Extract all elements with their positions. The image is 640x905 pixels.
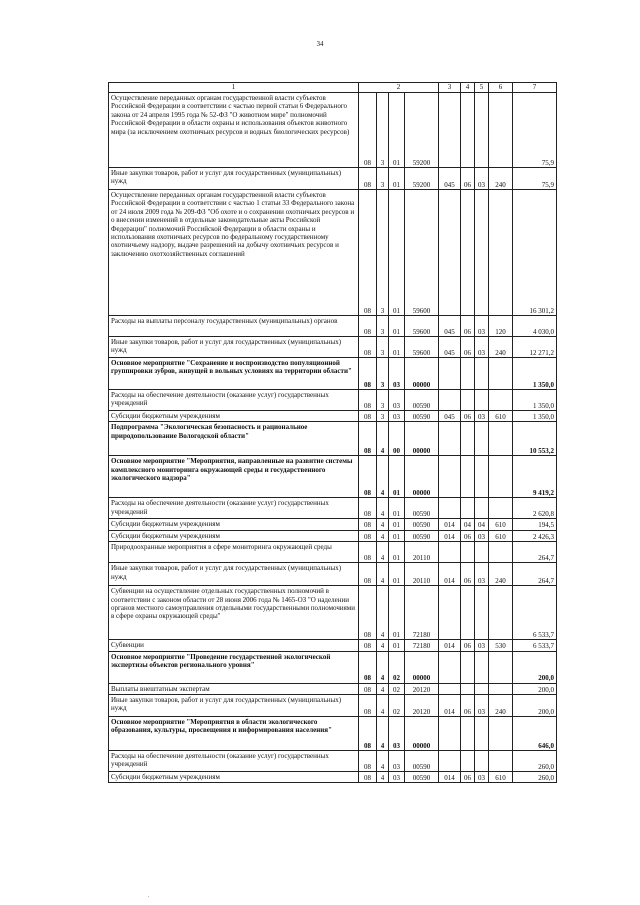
code-direction: 00000	[405, 651, 439, 683]
code-subsection: 03	[475, 530, 489, 541]
budget-table	[108, 82, 557, 783]
row-sum: 646,0	[513, 716, 557, 750]
table-row	[109, 530, 557, 541]
code-direction: 20110	[405, 563, 439, 586]
code-section	[461, 586, 475, 640]
page-number: 34	[316, 40, 324, 48]
table-row	[109, 316, 557, 337]
table-row	[109, 390, 557, 411]
code-grbs: 014	[439, 640, 461, 651]
code-event: 01	[389, 456, 405, 498]
code-section: 04	[461, 519, 475, 530]
code-direction: 59200	[405, 168, 439, 190]
code-subprogram: 3	[377, 190, 389, 316]
row-sum: 200,0	[513, 683, 557, 694]
row-sum: 1 350,0	[513, 411, 557, 422]
code-program: 08	[359, 586, 377, 640]
table-row	[109, 422, 557, 456]
table-row	[109, 190, 557, 316]
code-direction: 00000	[405, 422, 439, 456]
code-section	[461, 93, 475, 168]
table-row	[109, 586, 557, 640]
code-grbs: 014	[439, 530, 461, 541]
header-cell: 3	[439, 83, 461, 93]
code-grbs: 014	[439, 771, 461, 782]
code-expense-type: 240	[489, 168, 513, 190]
table-row	[109, 337, 557, 358]
table-row	[109, 771, 557, 782]
code-section: 06	[461, 168, 475, 190]
code-program: 08	[359, 422, 377, 456]
code-program: 08	[359, 498, 377, 519]
code-subprogram: 4	[377, 422, 389, 456]
code-subprogram: 4	[377, 716, 389, 750]
table-row	[109, 651, 557, 683]
table-row	[109, 498, 557, 519]
row-sum: 1 350,0	[513, 358, 557, 390]
code-grbs	[439, 498, 461, 519]
row-name: Иные закупки товаров, работ и услуг для государственных (муниципальных) нужд	[109, 694, 359, 716]
code-subsection	[475, 358, 489, 390]
code-subsection	[475, 651, 489, 683]
code-event: 01	[389, 316, 405, 337]
table-row	[109, 563, 557, 586]
code-section	[461, 651, 475, 683]
code-expense-type: 610	[489, 519, 513, 530]
code-section: 06	[461, 694, 475, 716]
row-sum: 1 350,0	[513, 390, 557, 411]
code-direction: 00590	[405, 390, 439, 411]
code-subprogram: 4	[377, 542, 389, 563]
table-row	[109, 358, 557, 390]
header-cell: 2	[359, 83, 439, 93]
code-subsection: 03	[475, 563, 489, 586]
code-subsection	[475, 93, 489, 168]
code-expense-type	[489, 750, 513, 771]
table-row	[109, 93, 557, 168]
code-subsection	[475, 498, 489, 519]
code-expense-type	[489, 651, 513, 683]
row-sum: 264,7	[513, 542, 557, 563]
code-program: 08	[359, 190, 377, 316]
row-name: Основное мероприятие "Сохранение и воспроизводство популяционной группировки зубров, живущей в вольных условиях на территории области"	[109, 358, 359, 390]
code-subprogram: 3	[377, 316, 389, 337]
code-expense-type: 240	[489, 694, 513, 716]
code-expense-type	[489, 683, 513, 694]
table-row	[109, 716, 557, 750]
code-event: 03	[389, 771, 405, 782]
code-section: 06	[461, 771, 475, 782]
table-row	[109, 411, 557, 422]
code-event: 03	[389, 358, 405, 390]
code-section	[461, 750, 475, 771]
code-event: 03	[389, 716, 405, 750]
code-program: 08	[359, 694, 377, 716]
row-name: Выплаты внештатным экспертам	[109, 683, 359, 694]
code-event: 02	[389, 651, 405, 683]
code-grbs	[439, 390, 461, 411]
code-program: 08	[359, 542, 377, 563]
table-row	[109, 683, 557, 694]
code-subsection	[475, 190, 489, 316]
code-grbs	[439, 750, 461, 771]
code-section	[461, 390, 475, 411]
row-name: Основное мероприятие "Мероприятия, направленные на развитие системы комплексного мониторинга окружающей среды и государственного экологического надзора"	[109, 456, 359, 498]
code-expense-type: 610	[489, 411, 513, 422]
row-name: Осуществление переданных органам государственной власти субъектов Российской Федерации в соответствии с частью первой статьи 6 Федерального закона от 24 апреля 1995 года № 52-ФЗ "О животном мире" полномочий Российской Федерации в области охраны и использования объектов животного мира (за исключением охотничьих ресурсов и водных биологических ресурсов)	[109, 93, 359, 168]
table-row	[109, 750, 557, 771]
code-section	[461, 422, 475, 456]
table-row	[109, 640, 557, 651]
row-name: Субвенции	[109, 640, 359, 651]
code-section: 06	[461, 563, 475, 586]
code-program: 08	[359, 337, 377, 358]
table-row	[109, 519, 557, 530]
code-event: 01	[389, 563, 405, 586]
code-grbs: 045	[439, 168, 461, 190]
code-expense-type	[489, 93, 513, 168]
code-grbs	[439, 586, 461, 640]
code-grbs	[439, 716, 461, 750]
code-section	[461, 498, 475, 519]
code-program: 08	[359, 530, 377, 541]
code-expense-type	[489, 190, 513, 316]
row-sum: 6 533,7	[513, 640, 557, 651]
code-direction: 00590	[405, 750, 439, 771]
code-grbs	[439, 683, 461, 694]
code-subprogram: 3	[377, 93, 389, 168]
code-direction: 00590	[405, 519, 439, 530]
row-name: Субвенции на осуществление отдельных государственных полномочий в соответствии с законом области от 28 июня 2006 года № 1465-ОЗ "О наделении органов местного самоуправления отдельными государственными полномочиями в сфере охраны окружающей среды"	[109, 586, 359, 640]
code-expense-type: 240	[489, 337, 513, 358]
code-section	[461, 716, 475, 750]
code-section: 06	[461, 337, 475, 358]
code-grbs: 045	[439, 316, 461, 337]
code-subprogram: 4	[377, 694, 389, 716]
code-subsection: 03	[475, 640, 489, 651]
code-program: 08	[359, 683, 377, 694]
code-expense-type	[489, 716, 513, 750]
code-expense-type	[489, 422, 513, 456]
row-sum: 4 030,0	[513, 316, 557, 337]
header-cell: 1	[109, 83, 359, 93]
code-event: 01	[389, 498, 405, 519]
code-subprogram: 4	[377, 530, 389, 541]
row-name: Основное мероприятие "Мероприятия в области экологического образования, культуры, просвещения и информирования населения"	[109, 716, 359, 750]
row-sum: 75,9	[513, 168, 557, 190]
code-subprogram: 3	[377, 390, 389, 411]
code-section: 06	[461, 530, 475, 541]
code-expense-type: 530	[489, 640, 513, 651]
code-program: 08	[359, 519, 377, 530]
row-name: Субсидии бюджетным учреждениям	[109, 411, 359, 422]
code-grbs	[439, 93, 461, 168]
code-subprogram: 4	[377, 640, 389, 651]
code-program: 08	[359, 456, 377, 498]
row-name: Субсидии бюджетным учреждениям	[109, 519, 359, 530]
row-sum: 16 301,2	[513, 190, 557, 316]
table-header-row	[109, 83, 557, 93]
code-direction: 00000	[405, 456, 439, 498]
code-expense-type	[489, 542, 513, 563]
code-expense-type	[489, 390, 513, 411]
code-grbs	[439, 542, 461, 563]
code-grbs: 014	[439, 694, 461, 716]
code-event: 01	[389, 190, 405, 316]
row-sum: 2 426,3	[513, 530, 557, 541]
code-expense-type	[489, 498, 513, 519]
code-section	[461, 683, 475, 694]
row-sum: 260,0	[513, 771, 557, 782]
code-subsection: 03	[475, 411, 489, 422]
code-program: 08	[359, 93, 377, 168]
code-event: 03	[389, 411, 405, 422]
row-sum: 264,7	[513, 563, 557, 586]
table-row	[109, 456, 557, 498]
code-subprogram: 4	[377, 750, 389, 771]
code-direction: 59200	[405, 93, 439, 168]
code-program: 08	[359, 640, 377, 651]
code-subprogram: 3	[377, 337, 389, 358]
row-name: Иные закупки товаров, работ и услуг для государственных (муниципальных) нужд	[109, 337, 359, 358]
code-subsection: 03	[475, 694, 489, 716]
table-row	[109, 542, 557, 563]
code-event: 01	[389, 586, 405, 640]
row-name: Расходы на обеспечение деятельности (оказание услуг) государственных учреждений	[109, 750, 359, 771]
code-subsection	[475, 716, 489, 750]
row-sum: 75,9	[513, 93, 557, 168]
row-name: Иные закупки товаров, работ и услуг для государственных (муниципальных) нужд	[109, 168, 359, 190]
row-sum: 6 533,7	[513, 586, 557, 640]
code-subsection	[475, 422, 489, 456]
code-direction: 00590	[405, 498, 439, 519]
row-name: Расходы на обеспечение деятельности (оказание услуг) государственных учреждений	[109, 498, 359, 519]
code-direction: 59600	[405, 337, 439, 358]
code-expense-type: 610	[489, 771, 513, 782]
code-subsection: 03	[475, 337, 489, 358]
row-sum: 200,0	[513, 651, 557, 683]
row-name: Природоохранные мероприятия в сфере мониторинга окружающей среды	[109, 542, 359, 563]
code-expense-type: 240	[489, 563, 513, 586]
code-event: 02	[389, 694, 405, 716]
code-direction: 59600	[405, 316, 439, 337]
code-program: 08	[359, 168, 377, 190]
row-sum: 2 620,8	[513, 498, 557, 519]
row-name: Расходы на выплаты персоналу государственных (муниципальных) органов	[109, 316, 359, 337]
code-subprogram: 4	[377, 519, 389, 530]
code-grbs: 014	[439, 563, 461, 586]
row-sum: 9 419,2	[513, 456, 557, 498]
row-sum: 200,0	[513, 694, 557, 716]
code-event: 01	[389, 168, 405, 190]
code-program: 08	[359, 750, 377, 771]
code-subsection	[475, 456, 489, 498]
code-subsection	[475, 683, 489, 694]
code-expense-type	[489, 586, 513, 640]
code-subprogram: 4	[377, 456, 389, 498]
row-name: Иные закупки товаров, работ и услуг для государственных (муниципальных) нужд	[109, 563, 359, 586]
code-event: 03	[389, 390, 405, 411]
code-event: 03	[389, 750, 405, 771]
code-grbs: 014	[439, 519, 461, 530]
header-cell: 5	[475, 83, 489, 93]
code-subprogram: 3	[377, 168, 389, 190]
code-event: 01	[389, 519, 405, 530]
code-direction: 00000	[405, 716, 439, 750]
code-program: 08	[359, 316, 377, 337]
code-event: 01	[389, 337, 405, 358]
code-direction: 72180	[405, 640, 439, 651]
code-section	[461, 542, 475, 563]
row-name: Расходы на обеспечение деятельности (оказание услуг) государственных учреждений	[109, 390, 359, 411]
code-direction: 00590	[405, 771, 439, 782]
code-program: 08	[359, 771, 377, 782]
code-subsection	[475, 542, 489, 563]
code-program: 08	[359, 651, 377, 683]
code-event: 01	[389, 640, 405, 651]
code-event: 02	[389, 683, 405, 694]
code-program: 08	[359, 411, 377, 422]
code-direction: 20110	[405, 542, 439, 563]
code-subsection: 04	[475, 519, 489, 530]
row-name: Субсидии бюджетным учреждениям	[109, 530, 359, 541]
table-row	[109, 694, 557, 716]
code-section: 06	[461, 411, 475, 422]
code-grbs	[439, 422, 461, 456]
code-grbs	[439, 190, 461, 316]
code-subsection: 03	[475, 771, 489, 782]
code-direction: 59600	[405, 190, 439, 316]
row-name: Основное мероприятие "Проведение государственной экологической экспертизы объектов регионального уровня"	[109, 651, 359, 683]
code-direction: 72180	[405, 586, 439, 640]
code-section	[461, 190, 475, 316]
row-name: Подпрограмма "Экологическая безопасность и рациональное природопользование Вологодской области"	[109, 422, 359, 456]
code-subprogram: 4	[377, 498, 389, 519]
code-subprogram: 4	[377, 563, 389, 586]
code-subsection: 03	[475, 168, 489, 190]
row-sum: 194,5	[513, 519, 557, 530]
code-subprogram: 4	[377, 651, 389, 683]
code-program: 08	[359, 716, 377, 750]
code-grbs: 045	[439, 411, 461, 422]
code-direction: 20120	[405, 683, 439, 694]
code-subsection: 03	[475, 316, 489, 337]
code-section	[461, 456, 475, 498]
code-section: 06	[461, 640, 475, 651]
row-name: Субсидии бюджетным учреждениям	[109, 771, 359, 782]
code-direction: 20120	[405, 694, 439, 716]
code-event: 01	[389, 93, 405, 168]
header-cell: 4	[461, 83, 475, 93]
row-sum: 260,0	[513, 750, 557, 771]
code-subprogram: 4	[377, 586, 389, 640]
row-name: Осуществление переданных органам государственной власти субъектов Российской Федерации в соответствии с частью 1 статьи 33 Федерального закона от 24 июля 2009 года № 209-ФЗ "Об охоте и о сохранении охотничьих ресурсов и о внесении изменений в отдельные законодательные акты Российской Федерации" полномочий Российской Федерации в области охраны и использования охотничьих ресурсов по федеральному государственному охотничьему надзору, выдаче разрешений на добычу охотничьих ресурсов и заключению охотхозяйственных соглашений	[109, 190, 359, 316]
code-event: 01	[389, 542, 405, 563]
code-expense-type	[489, 456, 513, 498]
code-subprogram: 4	[377, 771, 389, 782]
table-row	[109, 168, 557, 190]
code-section	[461, 358, 475, 390]
code-subsection	[475, 750, 489, 771]
code-expense-type: 120	[489, 316, 513, 337]
code-event: 01	[389, 530, 405, 541]
code-grbs	[439, 651, 461, 683]
code-expense-type	[489, 358, 513, 390]
code-grbs: 045	[439, 337, 461, 358]
code-subprogram: 4	[377, 683, 389, 694]
code-subprogram: 3	[377, 411, 389, 422]
code-event: 00	[389, 422, 405, 456]
code-direction: 00590	[405, 530, 439, 541]
header-cell: 6	[489, 83, 513, 93]
code-section: 06	[461, 316, 475, 337]
code-expense-type: 610	[489, 530, 513, 541]
table-body	[109, 83, 557, 783]
code-subsection	[475, 390, 489, 411]
row-sum: 10 553,2	[513, 422, 557, 456]
code-direction: 00000	[405, 358, 439, 390]
code-subprogram: 3	[377, 358, 389, 390]
code-direction: 00590	[405, 411, 439, 422]
code-program: 08	[359, 390, 377, 411]
code-subsection	[475, 586, 489, 640]
row-sum: 12 271,2	[513, 337, 557, 358]
code-program: 08	[359, 563, 377, 586]
header-cell: 7	[513, 83, 557, 93]
code-program: 08	[359, 358, 377, 390]
code-grbs	[439, 358, 461, 390]
scan-mark: .	[148, 893, 150, 899]
code-grbs	[439, 456, 461, 498]
